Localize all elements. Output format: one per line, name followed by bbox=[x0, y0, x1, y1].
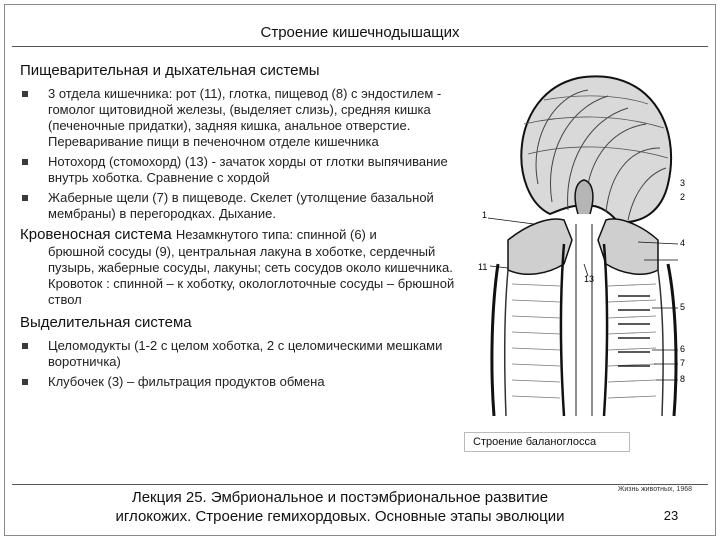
footer-line-1: Лекция 25. Эмбриональное и постэмбриональное развитие bbox=[131, 489, 549, 506]
figure-label: 13 bbox=[584, 274, 595, 284]
figure-label: 5 bbox=[680, 302, 686, 312]
excretory-heading: Выделительная система bbox=[20, 314, 192, 331]
figure-label: 2 bbox=[680, 192, 686, 202]
excretory-list bbox=[20, 338, 460, 390]
list-item-text: Целомодукты (1-2 с целом хоботка, 2 с целомическими мешками воротничка) bbox=[48, 338, 443, 369]
circulatory-body: брюшной сосуды (9), центральная лакуна в хоботке, сердечный пузырь, жаберные сосуды, лакуны; сеть сосудов около кишечника. Кровоток : спинной – к хоботку, окологлоточные сосуды – брюшной ствол bbox=[48, 244, 455, 307]
list-item bbox=[20, 374, 460, 390]
bullet-icon bbox=[22, 343, 28, 349]
list-item-text: Клубочек (3) – фильтрация продуктов обмена bbox=[48, 374, 325, 389]
figure-label: 6 bbox=[680, 344, 686, 354]
slide-title: Строение кишечнодышащих bbox=[260, 24, 460, 41]
page-number: 23 bbox=[663, 508, 679, 523]
circulatory-heading-suffix: Незамкнутого типа: спинной (6) и bbox=[175, 227, 377, 242]
figure-caption: Строение баланоглосса bbox=[464, 432, 630, 452]
list-item bbox=[20, 190, 460, 222]
list-item-text: Нотохорд (стомохорд) (13) - зачаток хорды от глотки выпячивание внутрь хоботка. Сравнение с хордой bbox=[48, 154, 448, 185]
list-item bbox=[20, 154, 460, 186]
figure-label: 3 bbox=[680, 178, 686, 188]
balanoglossus-illustration bbox=[468, 64, 700, 424]
figure-label: 11 bbox=[478, 262, 488, 272]
footer-divider bbox=[12, 484, 708, 485]
figure-label: 1 bbox=[482, 210, 488, 220]
figure-label: 7 bbox=[680, 358, 686, 368]
list-item bbox=[20, 86, 460, 150]
lecture-footer bbox=[40, 488, 640, 526]
footer-line-2: иглокожих. Строение гемихордовых. Основные этапы эволюции bbox=[115, 508, 565, 525]
digestive-list bbox=[20, 86, 460, 222]
list-item-text: Жаберные щели (7) в пищеводе. Скелет (утолщение базальной мембраны) в перегородках. Дыхание. bbox=[48, 190, 434, 221]
bullet-icon bbox=[22, 159, 28, 165]
digestive-heading: Пищеварительная и дыхательная системы bbox=[20, 62, 320, 79]
title-divider bbox=[12, 46, 708, 47]
list-item-text: 3 отдела кишечника: рот (11), глотка, пищевод (8) с эндостилем - гомолог щитовидной железы, (выделяет слизь), средняя кишка (печеночные придатки), задняя кишка, анальное отверстие. Переваривание пищи в печеночном отделе кишечника bbox=[48, 86, 442, 149]
circulatory-heading-text: Кровеносная система bbox=[20, 226, 172, 243]
figure-label: 8 bbox=[680, 374, 686, 384]
list-item bbox=[20, 338, 460, 370]
figure-label: 4 bbox=[680, 238, 686, 248]
circulatory-heading bbox=[20, 226, 460, 244]
bullet-icon bbox=[22, 379, 28, 385]
slide-content bbox=[20, 62, 460, 394]
bullet-icon bbox=[22, 91, 28, 97]
figure-credit: Жизнь животных, 1968 bbox=[617, 486, 692, 493]
bullet-icon bbox=[22, 195, 28, 201]
